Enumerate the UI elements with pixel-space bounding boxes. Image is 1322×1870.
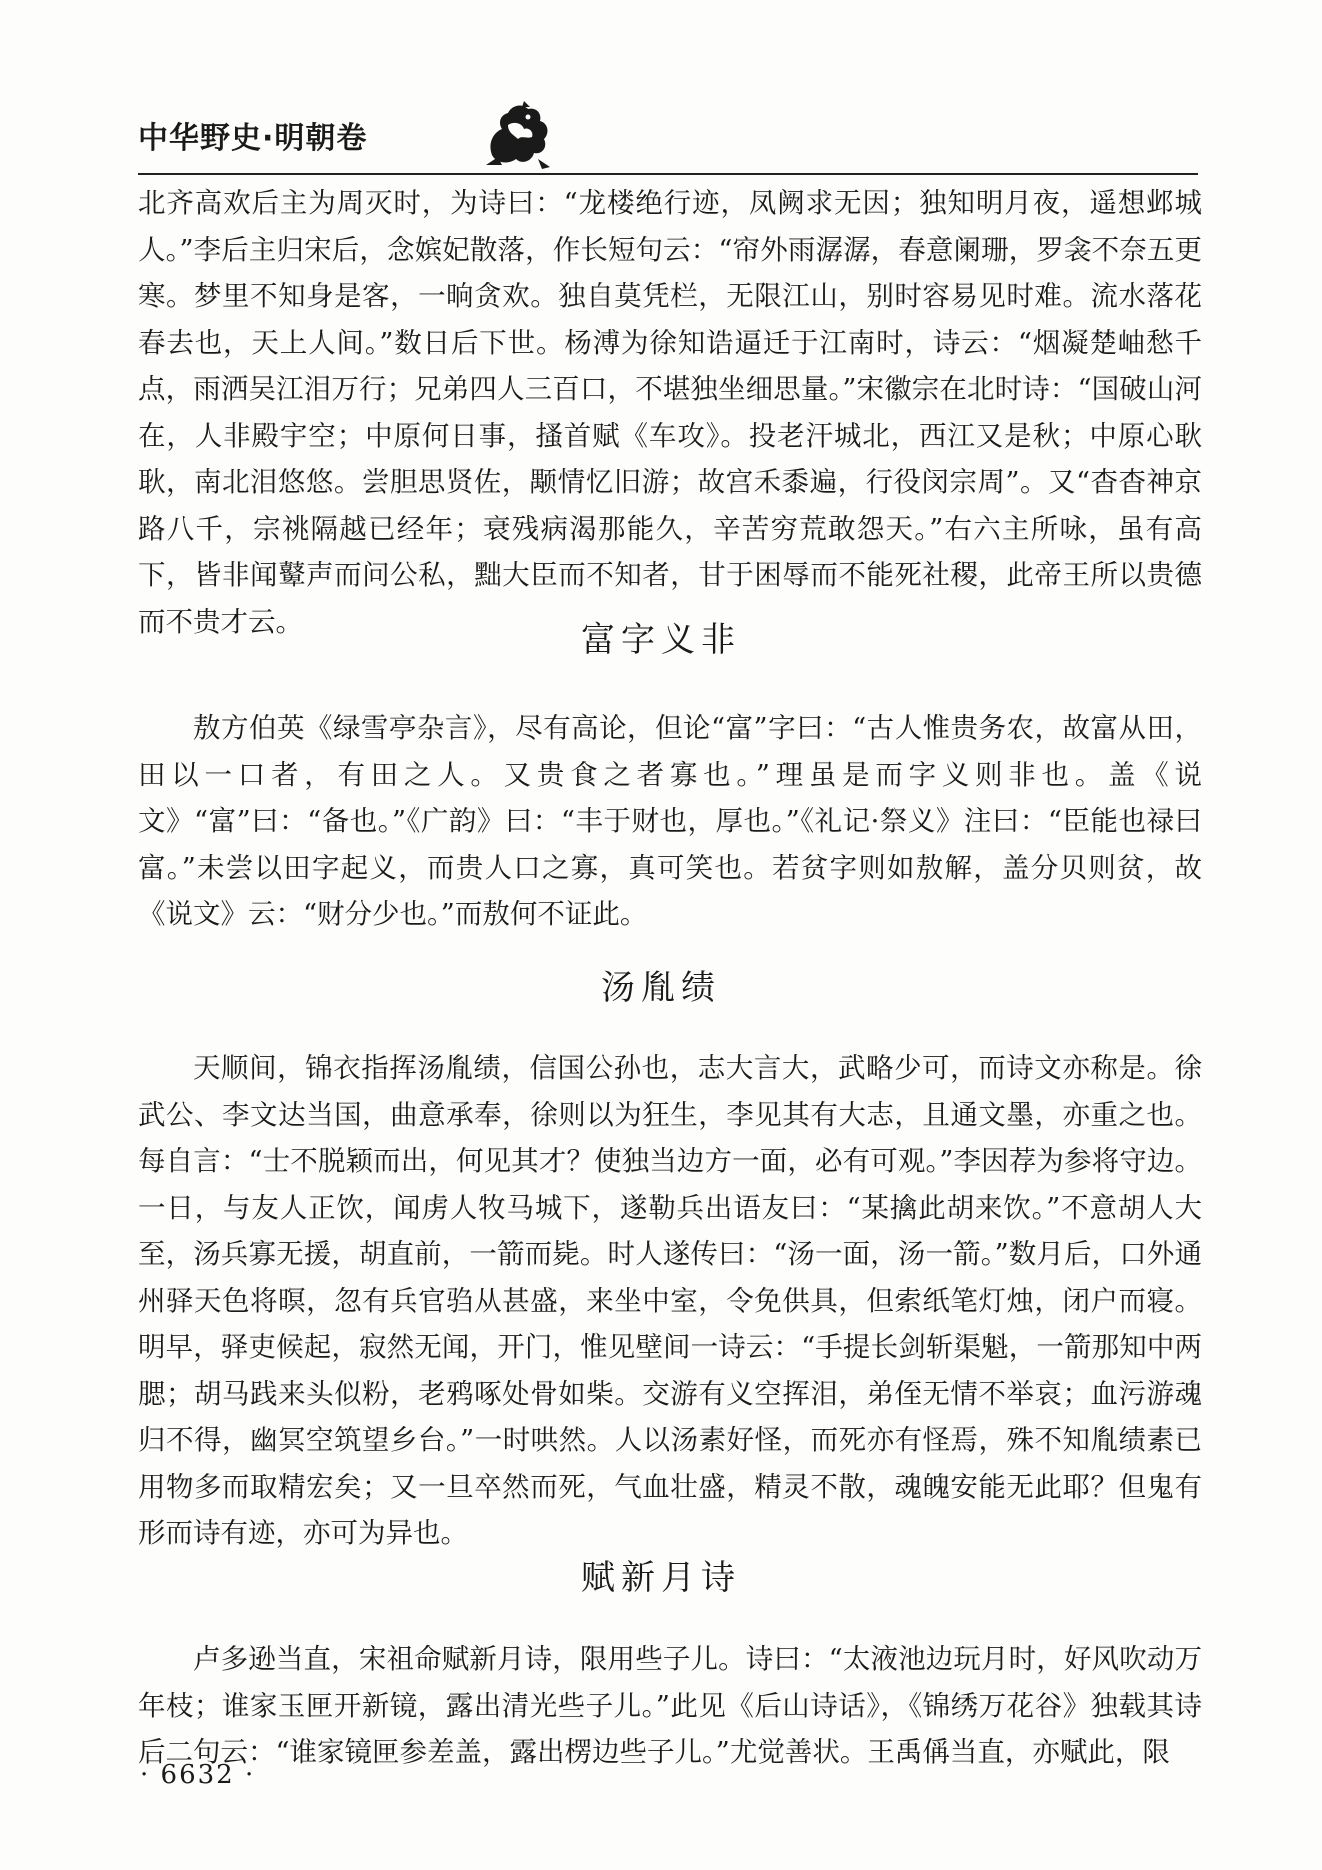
section-2-paragraph: 敖方伯英《绿雪亭杂言》，尽有高论，但论“富”字曰：“古人惟贵务农，故富从田，田以一口者，有田之人。又贵食之者寡也。”理虽是而字义则非也。盖《说文》“富”曰：“备也。”《广韵》曰：“丰于财也，厚也。”《礼记·祭义》注曰：“臣能也禄曰富。”未尝以田字起义，而贵人口之寡，真可笑也。若贫字则如敖解，盖分贝则贫，故《说文》云：“财分少也。”而敖何不证此。 (138, 712, 1202, 930)
section-title-fuzi: 富字义非 (581, 620, 741, 660)
section-4-paragraph: 卢多逊当直，宋祖命赋新月诗，限用些子儿。诗曰：“太液池边玩月时，好风吹动万年枝；谁家玉匣开新镜，露出清光些子儿。”此见《后山诗话》，《锦绣万花谷》独载其诗后二句云：“谁家镜匣参差盖，露出楞边些子儿。”尤觉善状。王禹偁当直，亦赋此，限 (138, 1643, 1202, 1768)
section-title-tang-yinji: 汤胤绩 (601, 968, 721, 1008)
page-header (138, 95, 1198, 165)
dragon-emblem-icon (478, 95, 556, 173)
header-rule (138, 173, 1198, 175)
running-header-title: 中华野史·明朝卷 (138, 121, 368, 156)
section-3-paragraph: 天顺间，锦衣指挥汤胤绩，信国公孙也，志大言大，武略少可，而诗文亦称是。徐武公、李文达当国，曲意承奉，徐则以为狂生，李见其有大志，且通文墨，亦重之也。每自言：“士不脱颖而出，何见其才？使独当边方一面，必有可观。”李因荐为参将守边。一日，与友人正饮，闻虏人牧马城下，遂勒兵出语友曰：“某擒此胡来饮。”不意胡人大至，汤兵寡无援，胡直前，一箭而毙。时人遂传曰：“汤一面，汤一箭。”数月后，口外通州驿天色将暝，忽有兵官驺从甚盛，来坐中室，令免供具，但索纸笔灯烛，闭户而寝。明早，驿吏候起，寂然无闻，开门，惟见壁间一诗云：“手提长剑斩渠魁，一箭那知中两腮；胡马践来头似粉，老鸦啄处骨如柴。交游有义空挥泪，弟侄无情不举哀；血污游魂归不得，幽冥空筑望乡台。”一时哄然。人以汤素好怪，而死亦有怪焉，殊不知胤绩素已用物多而取精宏矣；又一旦卒然而死，气血壮盛，精灵不散，魂魄安能无此耶？但鬼有形而诗有迹，亦可为异也。 (138, 1052, 1202, 1549)
page-number: · 6632 · (140, 1760, 256, 1790)
section-1-paragraph: 北齐高欢后主为周灭时，为诗曰：“龙楼绝行迹，凤阙求无因；独知明月夜，遥想邺城人。”李后主归宋后，念嫔妃散落，作长短句云：“帘外雨潺潺，春意阑珊，罗衾不奈五更寒。梦里不知身是客，一晌贪欢。独自莫凭栏，无限江山，别时容易见时难。流水落花春去也，天上人间。”数日后下世。杨溥为徐知诰逼迁于江南时，诗云：“烟凝楚岫愁千点，雨洒吴江泪万行；兄弟四人三百口，不堪独坐细思量。”宋徽宗在北时诗：“国破山河在，人非殿宇空；中原何日事，搔首赋《车攻》。投老汗城北，西江又是秋；中原心耿耿，南北泪悠悠。尝胆思贤佐，颙情忆旧游；故宫禾黍遍，行役闵宗周”。又“杳杳神京路八千，宗祧隔越已经年；衰残病渴那能久，辛苦穷荒敢怨天。”右六主所咏，虽有高下，皆非闻鼙声而问公私，黜大臣而不知者，甘于困辱而不能死社稷，此帝王所以贵德而不贵才云。 (138, 187, 1202, 638)
section-title-xinyue-shi: 赋新月诗 (581, 1558, 741, 1598)
